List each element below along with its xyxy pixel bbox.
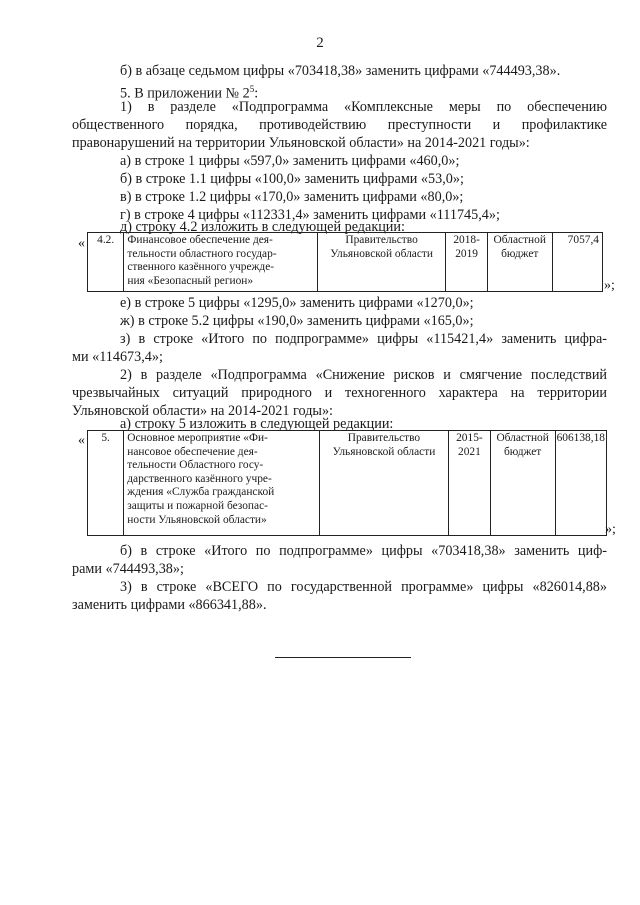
paragraph-line: б) в строке «Итого по подпрограмме» цифры «703418,38» заменить циф- xyxy=(120,543,607,559)
paragraph-line: 5. В приложении № $2^5$: xyxy=(120,84,259,102)
paragraph-line: Ульяновской области» на 2014-2021 годы»: xyxy=(72,403,333,419)
signature-divider xyxy=(275,657,411,658)
row-executor: Правительство Ульяновской области xyxy=(319,431,448,536)
paragraph-line: заменить цифрами «866341,88». xyxy=(72,597,267,613)
paragraph-line: е) в строке 5 цифры «1295,0» заменить цифрами «1270,0»; xyxy=(120,295,474,311)
paragraph-line: 3) в строке «ВСЕГО по государственной программе» цифры «826014,88» xyxy=(120,579,607,595)
program-table-row-4-2 xyxy=(87,232,603,292)
row-years: 2018- 2019 xyxy=(446,233,488,292)
row-amount: 606138,18 xyxy=(555,431,606,536)
row-number: 4.2. xyxy=(88,233,124,292)
paragraph-line: общественного порядка, противодействию преступности и профилактике xyxy=(72,117,607,133)
paragraph-line: б) в абзаце седьмом цифры «703418,38» заменить цифрами «744493,38». xyxy=(120,63,561,79)
paragraph-line: д) строку 4.2 изложить в следующей редакции: xyxy=(120,219,405,235)
row-description: Финансовое обеспечение дея- тельности областного государ- ственного казённого учрежде- ния «Безопасный регион» xyxy=(124,233,318,292)
row-funding-source: Областной бюджет xyxy=(487,233,552,292)
program-table-row-5 xyxy=(87,430,607,536)
page-number: 2 xyxy=(316,35,324,51)
row-years: 2015- 2021 xyxy=(449,431,491,536)
row-amount: 7057,4 xyxy=(552,233,602,292)
paragraph-line: з) в строке «Итого по подпрограмме» цифры «115421,4» заменить цифра- xyxy=(120,331,607,347)
paragraph-line: ж) в строке 5.2 цифры «190,0» заменить цифрами «165,0»; xyxy=(120,313,474,329)
opening-quote: « xyxy=(78,236,85,251)
paragraph-line: правонарушений на территории Ульяновской области» на 2014-2021 годы»: xyxy=(72,135,530,151)
paragraph-line: а) в строке 1 цифры «597,0» заменить цифрами «460,0»; xyxy=(120,153,460,169)
row-number: 5. xyxy=(88,431,124,536)
paragraph-line: 2) в разделе «Подпрограмма «Снижение рисков и смягчение последствий xyxy=(120,367,607,383)
paragraph-line: б) в строке 1.1 цифры «100,0» заменить цифрами «53,0»; xyxy=(120,171,464,187)
paragraph-line: а) строку 5 изложить в следующей редакции: xyxy=(120,416,394,432)
paragraph-line: 1) в разделе «Подпрограмма «Комплексные меры по обеспечению xyxy=(120,99,607,115)
row-description: Основное мероприятие «Фи- нансовое обеспечение дея- тельности Областного госу- дарственного казённого учре- ждения «Служба гражданской защиты и пожарной безопас- ности Ульяновской области» xyxy=(124,431,320,536)
row-executor: Правительство Ульяновской области xyxy=(317,233,445,292)
closing-quote: »; xyxy=(605,522,616,537)
paragraph-line: в) в строке 1.2 цифры «170,0» заменить цифрами «80,0»; xyxy=(120,189,464,205)
row-funding-source: Областной бюджет xyxy=(490,431,555,536)
opening-quote: « xyxy=(78,433,85,448)
paragraph-line: г) в строке 4 цифры «112331,4» заменить цифрами «111745,4»; xyxy=(120,207,500,223)
paragraph-line: чрезвычайных ситуаций природного и техногенного характера на территории xyxy=(72,385,607,401)
closing-quote: »; xyxy=(604,278,615,293)
paragraph-line: ми «114673,4»; xyxy=(72,349,163,365)
paragraph-line: рами «744493,38»; xyxy=(72,561,184,577)
